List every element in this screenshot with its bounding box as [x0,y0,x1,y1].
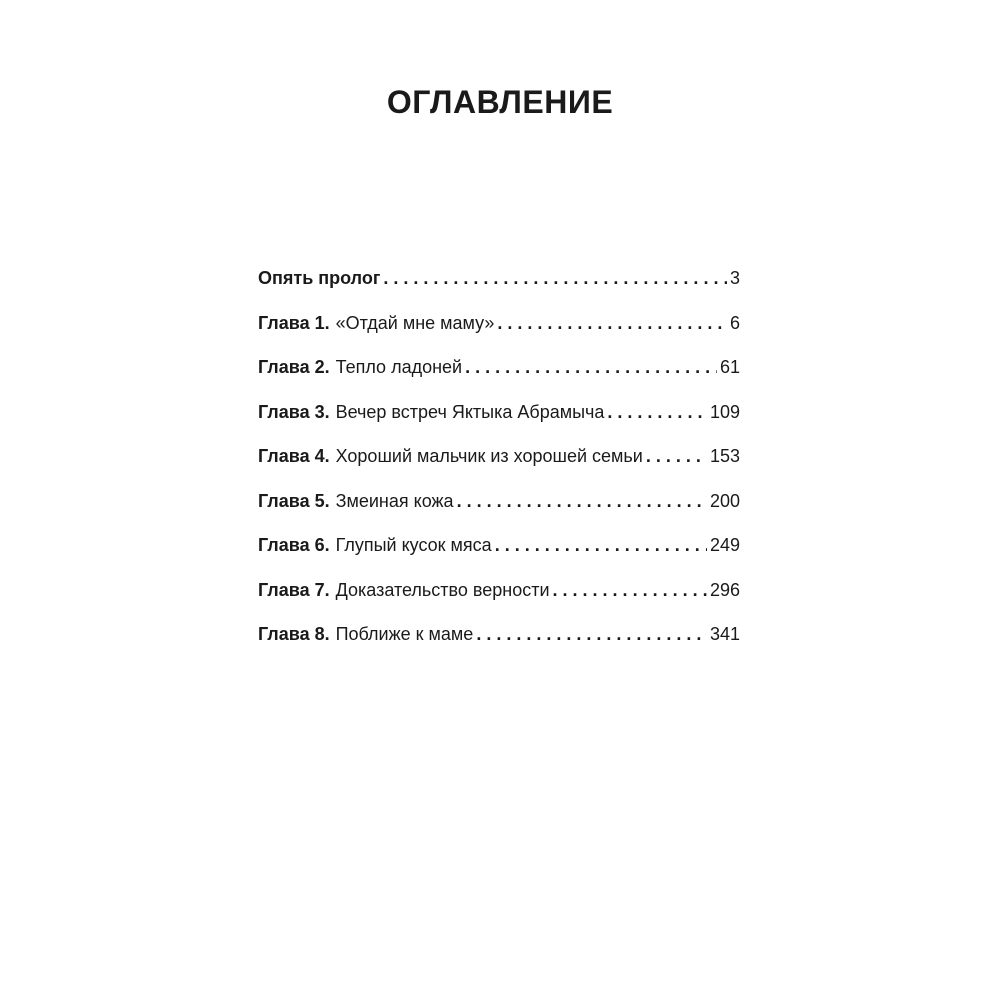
toc-entry-page: 6 [729,312,740,333]
toc-entry-chapter-8[interactable] [258,620,740,665]
toc-entry-chapter-5[interactable] [258,487,740,532]
toc-entry-chapter-4[interactable] [258,442,740,487]
toc-entry-title: Опять пролог [258,268,381,288]
dot-leader [495,531,707,559]
toc-entry-label: Глава 6. [258,535,330,555]
toc-entry-chapter-7[interactable] [258,576,740,621]
dot-leader [465,353,717,381]
toc-entry-title: Хороший мальчик из хорошей семьи [335,446,643,466]
toc-entry-label: Глава 4. [258,446,330,466]
toc-entry-title: Вечер встреч Яктыка Абрамыча [335,401,605,422]
dot-leader [457,487,707,515]
dot-leader [553,576,707,604]
toc-entry-page: 153 [709,446,740,466]
toc-entry-chapter-2[interactable] [258,353,740,398]
toc-entry-title: Змеиная кожа [335,490,454,511]
dot-leader [476,620,707,648]
toc-entry-page: 341 [709,624,740,644]
dot-leader [607,398,707,426]
page-title: ОГЛАВЛЕНИЕ [386,84,614,120]
toc-entry-chapter-3[interactable] [258,398,740,443]
toc-entry-page: 61 [719,357,740,377]
toc-entry-label: Глава 7. [258,579,330,600]
toc-entry-page: 249 [709,535,740,555]
toc-entry-page: 296 [709,579,740,600]
toc-entry-title: Поближе к маме [335,624,474,644]
dot-leader [383,264,727,292]
toc-entry-prologue[interactable] [258,264,740,309]
dot-leader [646,442,707,470]
dot-leader [497,309,727,337]
toc-entry-title: Доказательство верности [335,579,550,600]
toc-entry-page: 109 [709,401,740,422]
toc-entry-label: Глава 2. [258,357,330,377]
toc-entry-page: 3 [729,268,740,288]
table-of-contents [258,264,740,665]
toc-entry-label: Глава 1. [258,312,330,333]
toc-entry-label: Глава 8. [258,624,330,644]
toc-entry-chapter-1[interactable] [258,309,740,354]
toc-entry-title: «Отдай мне маму» [335,312,495,333]
toc-entry-page: 200 [709,490,740,511]
toc-entry-title: Глупый кусок мяса [335,535,492,555]
toc-entry-title: Тепло ладоней [335,357,463,377]
toc-entry-label: Глава 5. [258,490,330,511]
toc-entry-chapter-6[interactable] [258,531,740,576]
toc-entry-label: Глава 3. [258,401,330,422]
